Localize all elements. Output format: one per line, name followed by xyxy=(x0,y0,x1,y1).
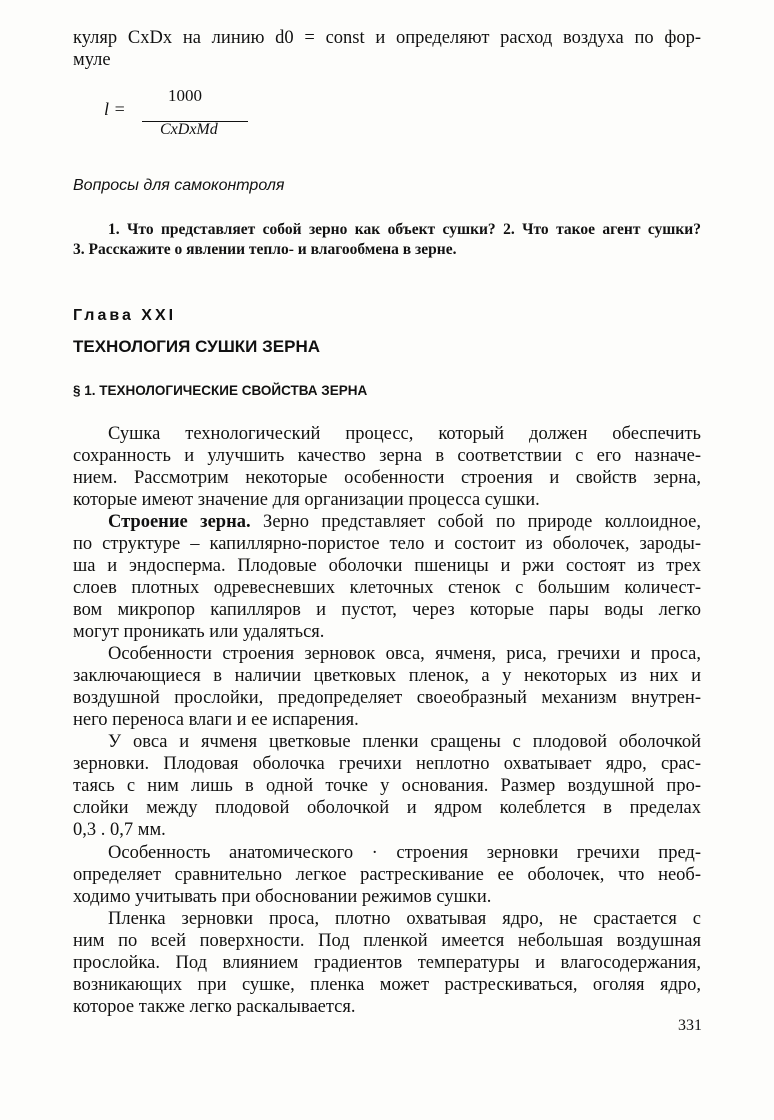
p4-line-4: слойки между плодовой оболочкой и ядром колеблется в пределах xyxy=(73,798,701,818)
formula-lhs: l = xyxy=(104,99,126,119)
question-line-1: 1. Что представляет собой зерно как объект сушки? 2. Что такое агент сушки? xyxy=(108,221,701,238)
page-number: 331 xyxy=(678,1017,702,1034)
p2-line-1 xyxy=(108,511,701,533)
p5-line-3: ходимо учитывать при обосновании режимов сушки. xyxy=(73,887,492,907)
p1-line-2: сохранность и улучшить качество зерна в соответствии с его назначе- xyxy=(73,446,701,466)
p1-line-1: Сушка технологический процесс, который должен обеспечить xyxy=(108,424,701,444)
p2-lead: Строение зерна. xyxy=(108,512,251,532)
formula-denominator: CxDxMd xyxy=(160,121,218,138)
p2-first-rest: Зерно представляет собой по природе коллоидное, xyxy=(250,512,702,532)
section-title: § 1. ТЕХНОЛОГИЧЕСКИЕ СВОЙСТВА ЗЕРНА xyxy=(73,383,368,398)
p2-line-4: слоев плотных одревесневших клеточных стенок с большим количест- xyxy=(73,578,701,598)
intro-line-2: муле xyxy=(73,50,111,70)
p3-line-4: него переноса влаги и ее испарения. xyxy=(73,710,359,730)
p4-line-1: У овса и ячменя цветковые пленки сращены с плодовой оболочкой xyxy=(108,732,701,752)
p1-line-4: которые имеют значение для организации процесса сушки. xyxy=(73,490,540,510)
p4-line-2: зерновки. Плодовая оболочка гречихи неплотно охватывает ядро, срас- xyxy=(73,754,701,774)
p3-line-2: заключающиеся в наличии цветковых пленок, а у некоторых из них и xyxy=(73,666,701,686)
p6-line-3: прослойка. Под влиянием градиентов температуры и влагосодержания, xyxy=(73,953,701,973)
p2-line-3: ша и эндосперма. Плодовые оболочки пшеницы и ржи состоят из трех xyxy=(73,556,701,576)
p5-line-2: определяет сравнительно легкое растрескивание ее оболочек, что необ- xyxy=(73,865,701,885)
questions-heading: Вопросы для самоконтроля xyxy=(73,177,285,194)
p1-line-3: нием. Рассмотрим некоторые особенности строения и свойств зерна, xyxy=(73,468,701,488)
p6-line-1: Пленка зерновки проса, плотно охватывая ядро, не срастается с xyxy=(108,909,701,929)
chapter-label: Глава XXI xyxy=(73,307,177,324)
p2-line-5: вом микропор капилляров и пустот, через которые пары воды легко xyxy=(73,600,701,620)
p5-line-1: Особенность анатомического · строения зерновки гречихи пред- xyxy=(108,843,701,863)
question-line-2: 3. Расскажите о явлении тепло- и влагообмена в зерне. xyxy=(73,241,457,258)
p6-line-5: которое также легко раскалывается. xyxy=(73,997,356,1017)
formula-numerator: 1000 xyxy=(168,86,202,105)
p4-line-5: 0,3 . 0,7 мм. xyxy=(73,820,166,840)
p2-line-6: могут проникать или удаляться. xyxy=(73,622,325,642)
p3-line-3: воздушной прослойки, предопределяет своеобразный механизм внутрен- xyxy=(73,688,701,708)
p2-line-2: по структуре – капиллярно-пористое тело и состоит из оболочек, зароды- xyxy=(73,534,701,554)
p6-line-2: ним по всей поверхности. Под пленкой имеется небольшая воздушная xyxy=(73,931,701,951)
intro-line-1: куляр CxDx на линию d0 = const и определяют расход воздуха по фор- xyxy=(73,28,701,48)
p4-line-3: таясь с ним лишь в одной точке у основания. Размер воздушной про- xyxy=(73,776,701,796)
chapter-title: ТЕХНОЛОГИЯ СУШКИ ЗЕРНА xyxy=(73,337,320,356)
p3-line-1: Особенности строения зерновок овса, ячменя, риса, гречихи и проса, xyxy=(108,644,701,664)
p6-line-4: возникающих при сушке, пленка может растрескиваться, оголяя ядро, xyxy=(73,975,701,995)
